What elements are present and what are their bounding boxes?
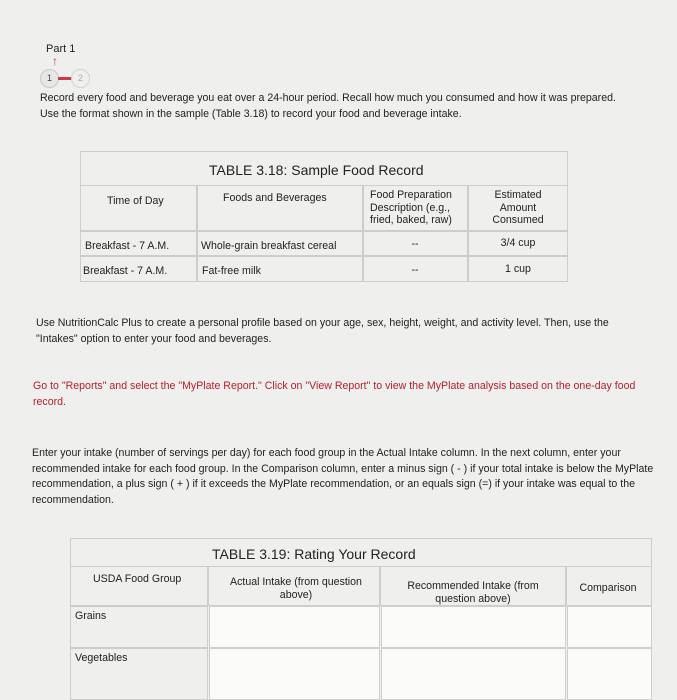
vegetables-comparison-input[interactable] (567, 648, 652, 700)
t1-r2-food: Fat-free milk (202, 265, 261, 277)
grains-comparison-input[interactable] (567, 606, 652, 648)
t1-r2-time: Breakfast - 7 A.M. (83, 265, 168, 277)
t2-header-recommended: Recommended Intake (from question above) (407, 580, 539, 605)
instruction-enter-intake: Enter your intake (number of servings per day) for each food group in the Actual Intake column. In the next column, enter your recommended intake for each food group. In the Comparison column, enter a minus sign ( - ) if your total intake is below the MyPlate recommendation, a plus sign ( + ) if it exceeds the MyPlate recommendation, or an equals sign (=) if your intake was equal to the recommendation. (32, 447, 654, 506)
grains-actual-input[interactable] (209, 606, 380, 648)
t2-row-grains-label: Grains (75, 610, 107, 622)
instruction-myplate-report: Go to "Reports" and select the "MyPlate Report." Click on "View Report" to view the MyPlate analysis based on the one-day food record. (33, 380, 636, 408)
t1-header-time: Time of Day (107, 195, 164, 207)
grains-recommended-input[interactable] (381, 606, 566, 648)
part-stepper (40, 69, 96, 89)
step-2-button[interactable]: 2 (71, 69, 90, 88)
t2-header-food-group: USDA Food Group (93, 573, 182, 585)
vegetables-actual-input[interactable] (209, 648, 380, 700)
t1-r2-amount: 1 cup (505, 263, 531, 275)
t1-header-foods: Foods and Beverages (223, 192, 327, 204)
step-progress-line (58, 77, 72, 80)
t1-r2-preparation: -- (411, 264, 419, 276)
t1-r1-time: Breakfast - 7 A.M. (85, 240, 170, 252)
t2-header-actual: Actual Intake (from question above) (230, 576, 362, 601)
vegetables-recommended-input[interactable] (381, 648, 566, 700)
t1-r1-amount: 3/4 cup (500, 237, 536, 249)
step-1-button[interactable]: 1 (40, 69, 59, 88)
table-3-19-title: TABLE 3.19: Rating Your Record (212, 546, 416, 562)
t1-header-preparation: Food Preparation Description (e.g., fried, baked, raw) (370, 189, 452, 226)
table-3-18-title: TABLE 3.18: Sample Food Record (209, 162, 424, 178)
t1-r1-preparation: -- (411, 238, 419, 250)
t2-header-comparison: Comparison (579, 582, 637, 594)
instruction-record-food: Record every food and beverage you eat over a 24-hour period. Recall how much you consumed and how it was prepared. Use the format shown in the sample (Table 3.18) to record your food and beverage intake. (40, 92, 616, 120)
instruction-nutritioncalc: Use NutritionCalc Plus to create a personal profile based on your age, sex, height, weight, and activity level. Then, use the "Intakes" option to enter your food and beverages. (36, 317, 609, 345)
up-arrow-icon: ↑ (52, 54, 58, 68)
t2-row-vegetables-label: Vegetables (75, 652, 128, 664)
part-label: Part 1 (46, 43, 76, 55)
t1-r1-food: Whole-grain breakfast cereal (201, 240, 337, 252)
t1-header-amount: Estimated Amount Consumed (492, 189, 544, 226)
